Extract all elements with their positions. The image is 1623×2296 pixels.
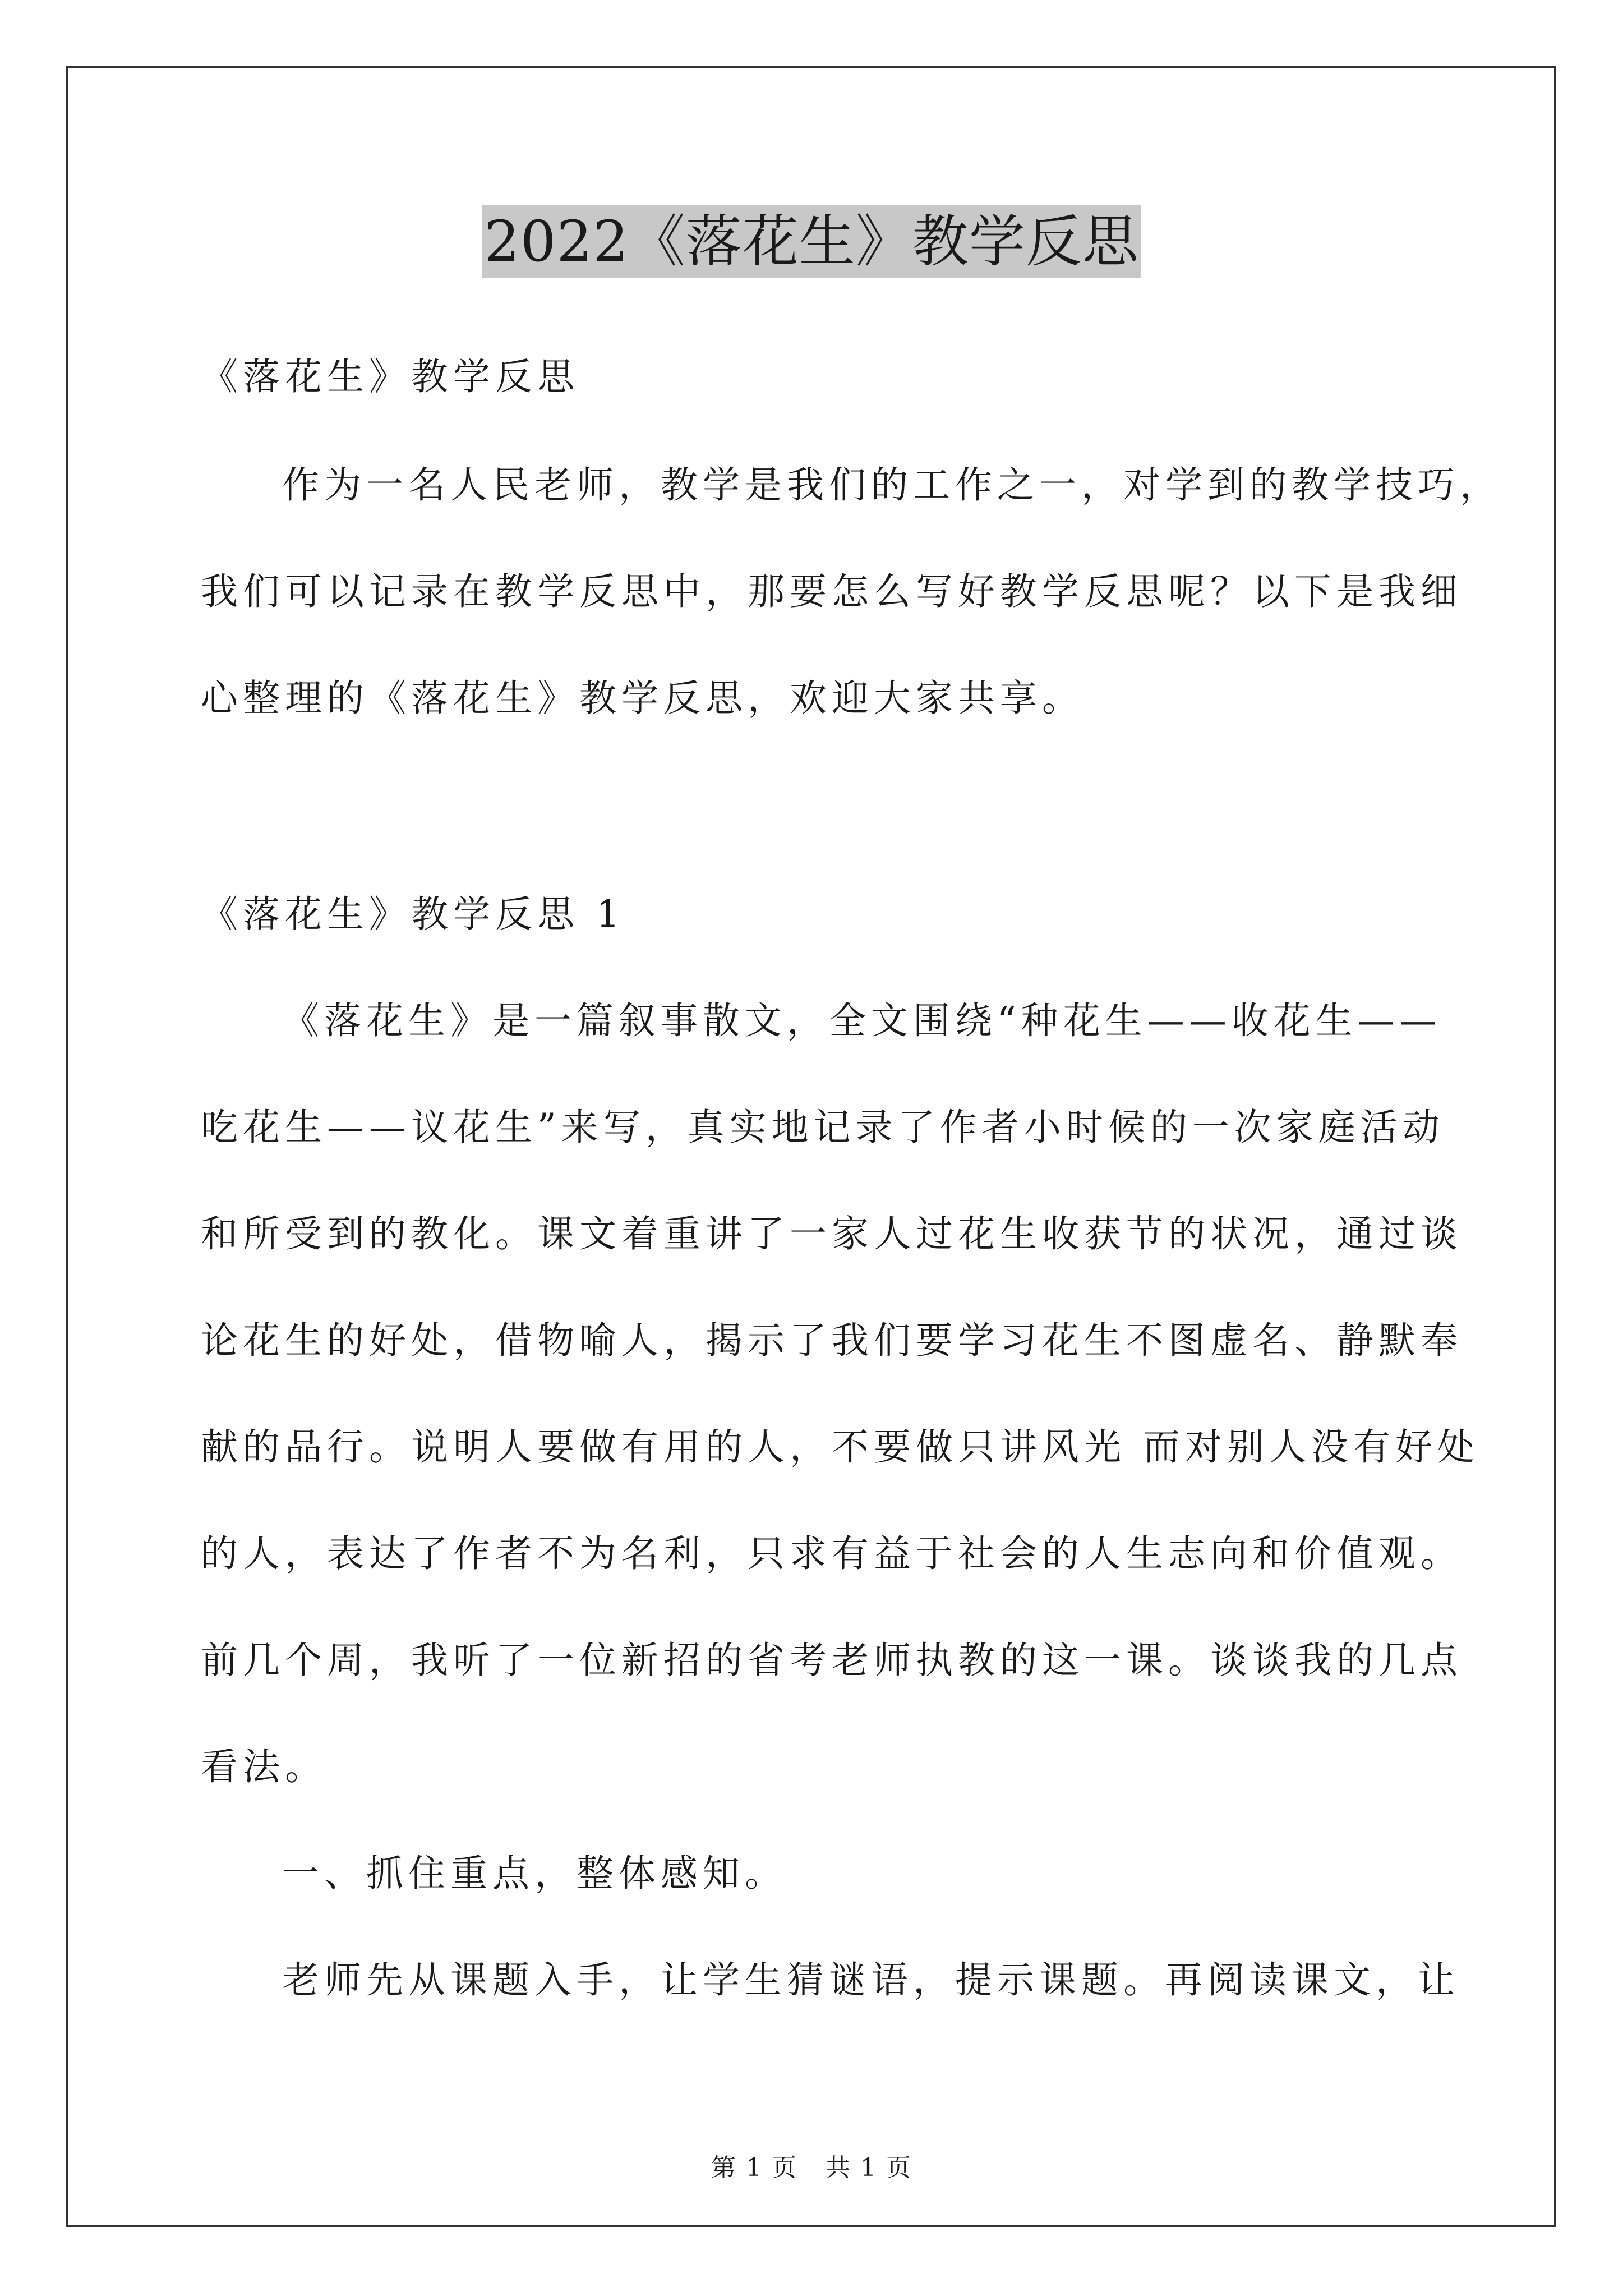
intro-line-3: 心整理的《落花生》教学反思，欢迎大家共享。 [201,677,1084,720]
title-container [0,205,1623,278]
last-line: 老师先从课题入手，让学生猜谜语，提示课题。再阅读课文，让 [282,1958,1460,2001]
page-footer [0,2151,1623,2185]
intro-line-1: 作为一名人民老师，教学是我们的工作之一，对学到的教学技巧， [282,463,1502,507]
body-line-2: 吃花生——议花生”来写，真实地记录了作者小时候的一次家庭活动 [201,1106,1445,1149]
point-heading: 一、抓住重点，整体感知。 [282,1852,787,1895]
body-line-6: 的人，表达了作者不为名利，只求有益于社会的人生志向和价值观。 [201,1532,1463,1575]
intro-line-2: 我们可以记录在教学反思中，那要怎么写好教学反思呢？以下是我细 [201,570,1463,613]
body-line-4: 论花生的好处，借物喻人，揭示了我们要学习花生不图虚名、静默奉 [201,1319,1463,1362]
section-heading: 《落花生》教学反思 1 [201,892,625,936]
subtitle: 《落花生》教学反思 [201,355,579,398]
page-number-current: 第 1 页 [711,2154,797,2182]
page-number-total: 共 1 页 [826,2154,912,2182]
body-line-7: 前几个周，我听了一位新招的省考老师执教的这一课。谈谈我的几点 [201,1639,1463,1682]
body-line-5: 献的品行。说明人要做有用的人，不要做只讲风光 而对别人没有好处 [201,1425,1479,1469]
document-title: 2022《落花生》教学反思 [482,205,1141,278]
body-line-3: 和所受到的教化。课文着重讲了一家人过花生收获节的状况，通过谈 [201,1212,1463,1255]
body-line-8: 看法。 [201,1745,327,1788]
body-line-1: 《落花生》是一篇叙事散文，全文围绕“种花生——收花生—— [282,999,1442,1042]
